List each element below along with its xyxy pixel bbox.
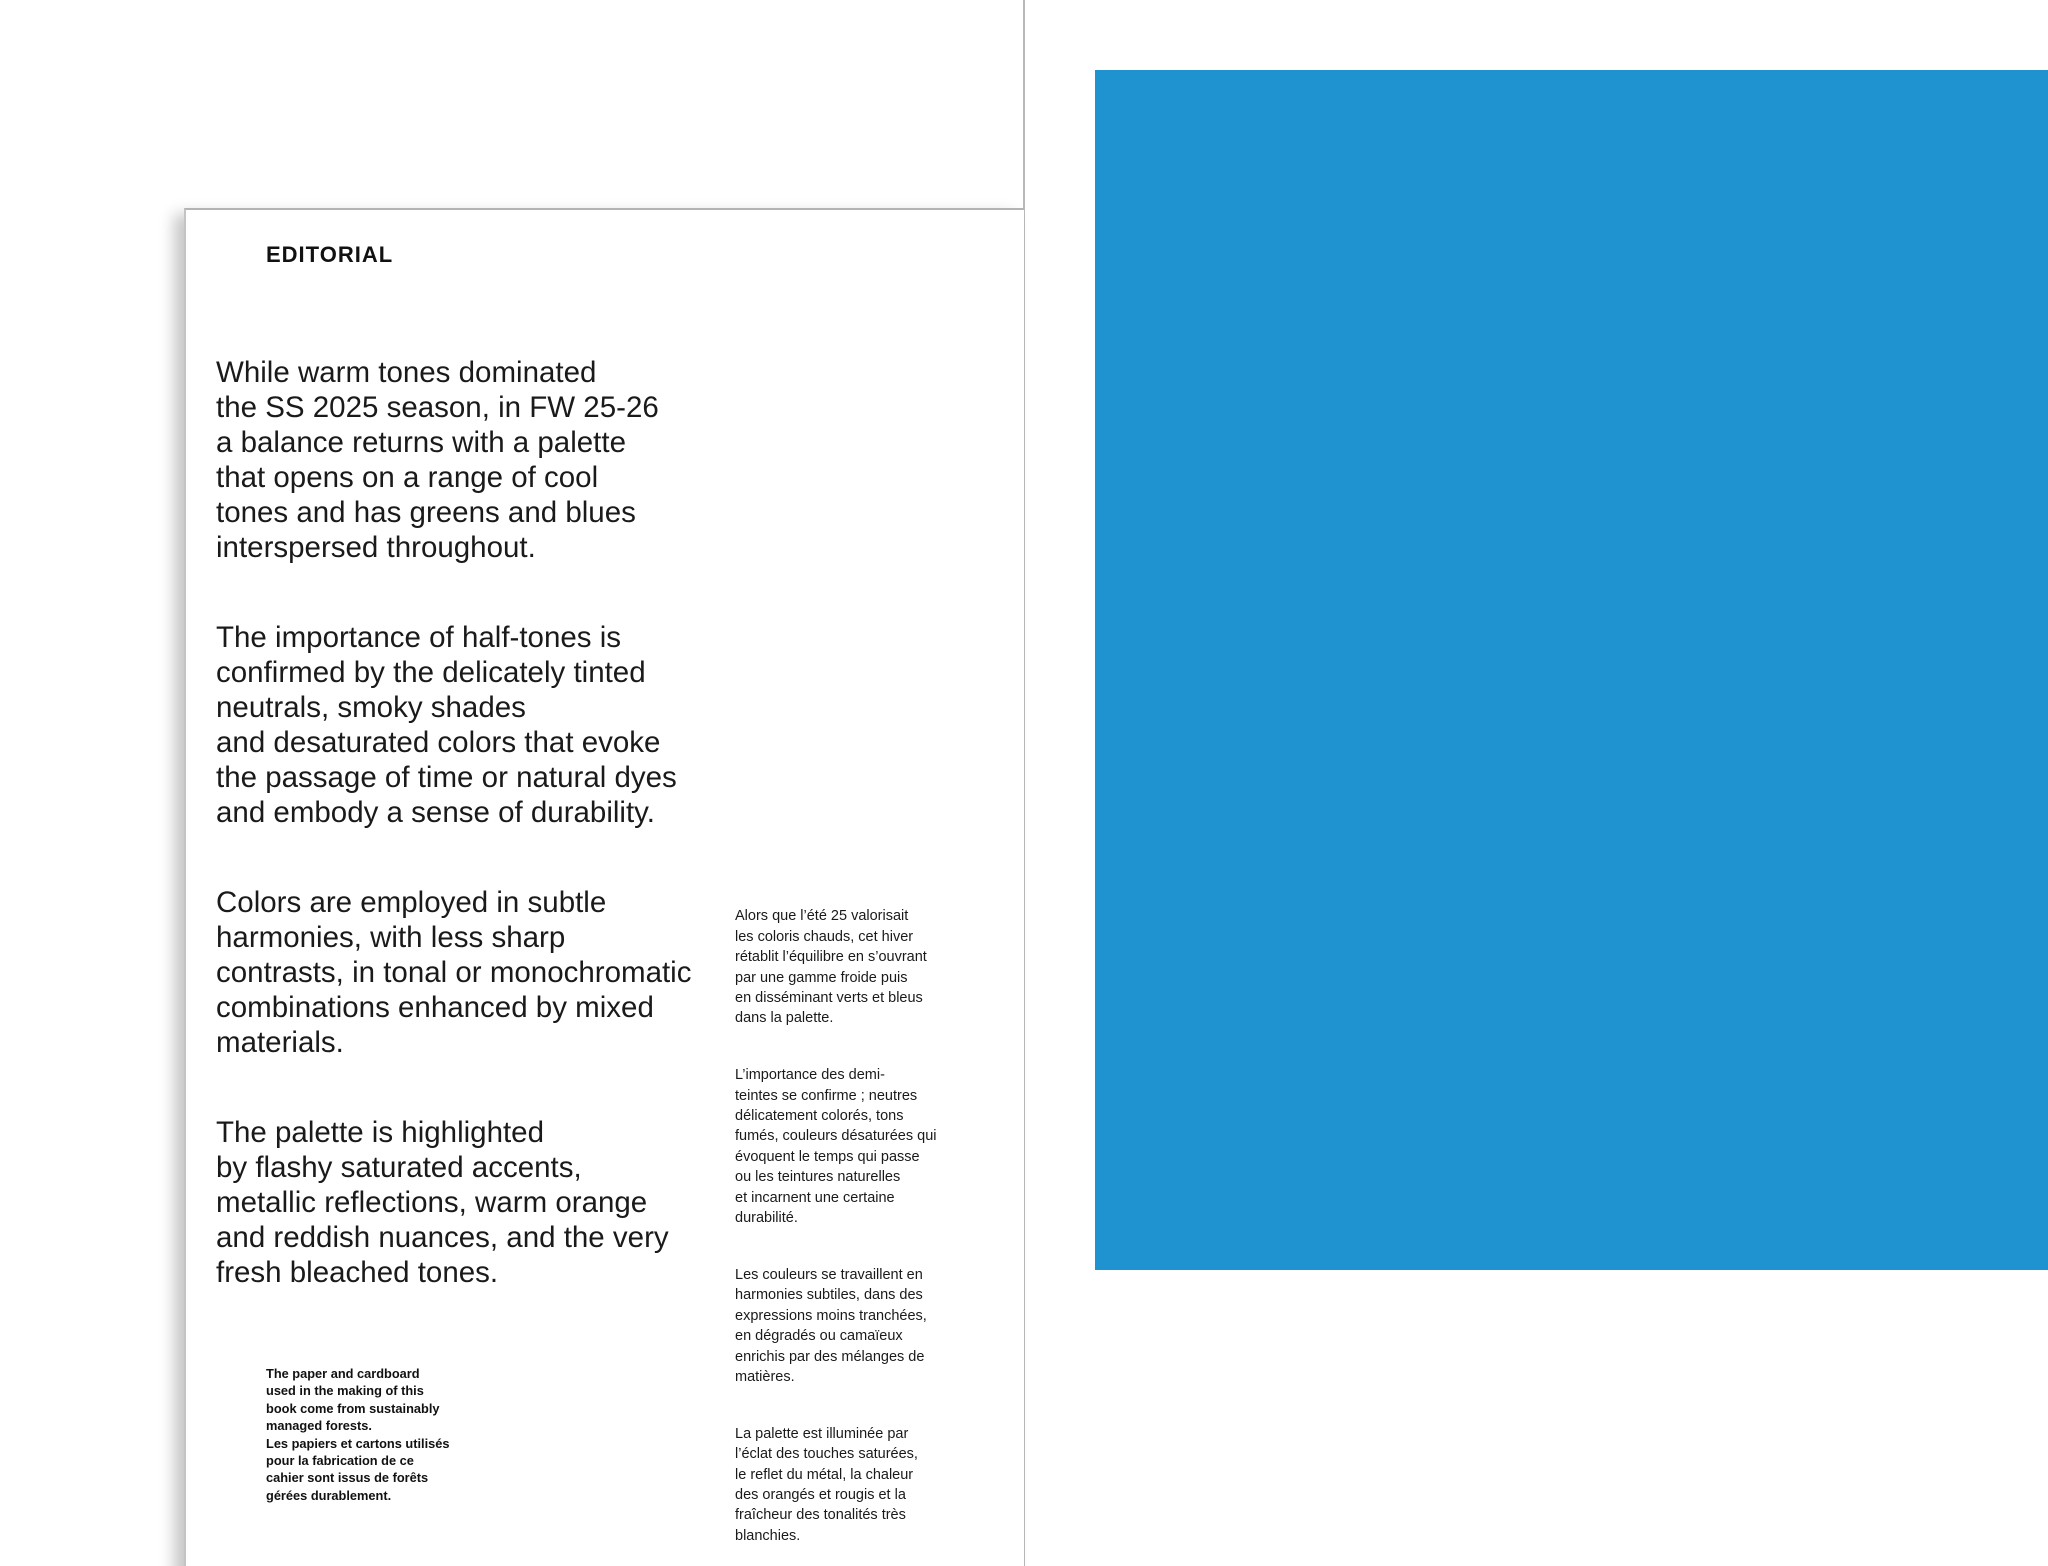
english-paragraph: While warm tones dominated the SS 2025 season, in FW 25-26 a balance returns with a palette that opens on a range of cool tones and has greens and blues interspersed throughout.	[216, 356, 659, 564]
english-paragraph: The importance of half-tones is confirmed by the delicately tinted neutrals, smoky shades and desaturated colors that evoke the passage of time or natural dyes and embody a sense of durability.	[216, 621, 677, 829]
english-text-column	[216, 320, 716, 1345]
sustainability-footnote: The paper and cardboard used in the making of this book come from sustainably managed forests. Les papiers et cartons utilisés pour la fabrication de ce cahier sont issus de forêts gérées durablement.	[266, 1366, 450, 1503]
blue-color-panel	[1095, 70, 2048, 1270]
french-paragraph: Alors que l’été 25 valorisait les coloris chauds, cet hiver rétablit l’équilibre en s’ouvrant par une gamme froide puis en disséminant verts et bleus dans la palette.	[735, 908, 927, 1027]
section-label: EDITORIAL	[266, 242, 394, 267]
french-paragraph: La palette est illuminée par l’éclat des touches saturées, le reflet du métal, la chaleur des orangés et rougis et la fraîcheur des tonalités très blanchies.	[735, 1425, 918, 1544]
french-text-column	[735, 886, 965, 1566]
editorial-sheet	[184, 208, 1024, 1566]
english-paragraph: The palette is highlighted by flashy saturated accents, metallic reflections, warm orange and reddish nuances, and the very fresh bleached tones.	[216, 1116, 669, 1289]
french-paragraph: L’importance des demi- teintes se confirme ; neutres délicatement colorés, tons fumés, couleurs désaturées qui évoquent le temps qui passe ou les teintures naturelles et incarnent une certaine durabilité.	[735, 1067, 937, 1227]
english-paragraph: Colors are employed in subtle harmonies, with less sharp contrasts, in tonal or monochromatic combinations enhanced by mixed materials.	[216, 886, 692, 1059]
french-paragraph: Les couleurs se travaillent en harmonies subtiles, dans des expressions moins tranchées, en dégradés ou camaïeux enrichis par des mélanges de matières.	[735, 1266, 927, 1385]
